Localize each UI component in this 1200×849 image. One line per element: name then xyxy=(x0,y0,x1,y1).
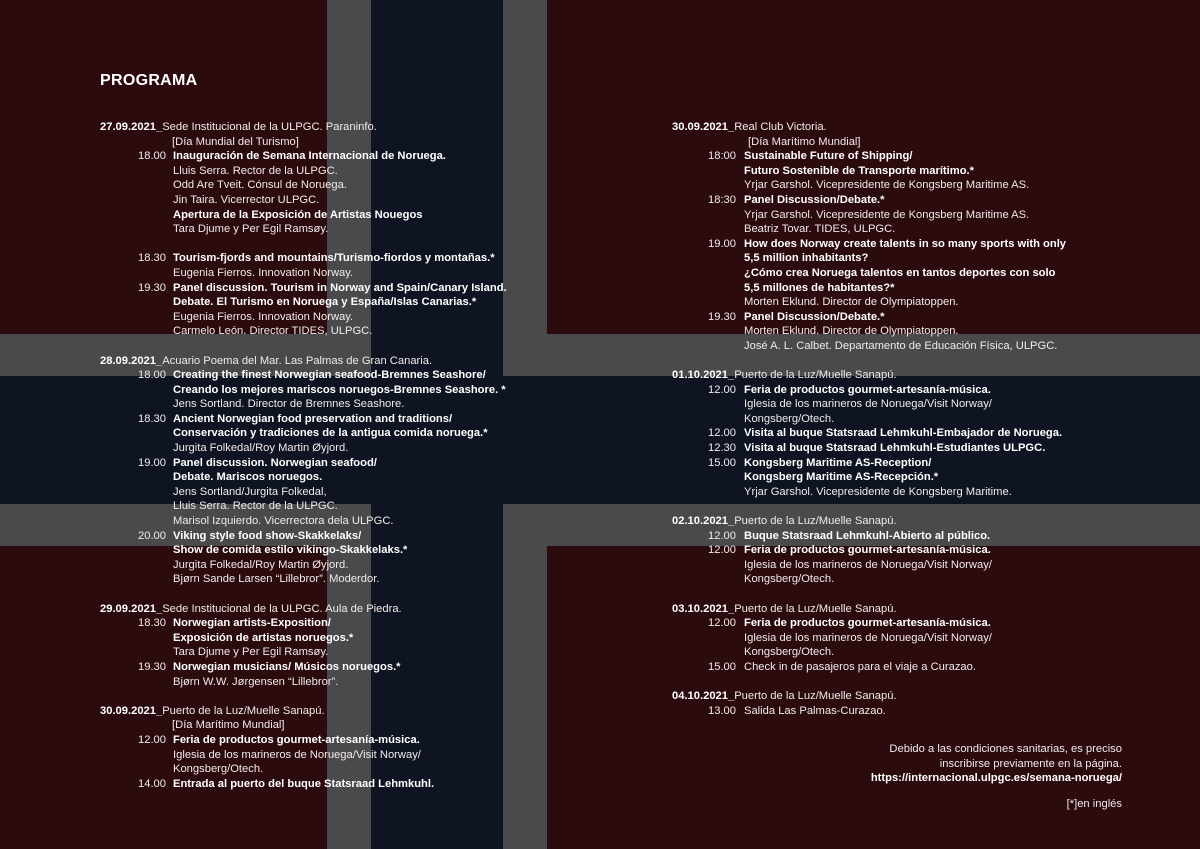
day-date: 30.09.2021_ xyxy=(100,704,163,717)
event-row xyxy=(672,441,1142,456)
event-details xyxy=(744,310,1142,354)
event-detail: Jurgita Folkedal/Roy Martin Øyjord. xyxy=(173,442,349,455)
event-title: Panel discussion. Tourism in Norway and Spain/Canary Island. xyxy=(173,281,507,294)
day-date: 27.09.2021_ xyxy=(100,121,163,133)
event-detail: Eugenia Fierros. Innovation Norway. xyxy=(173,310,354,323)
event-time: 18.30 xyxy=(138,412,166,425)
event-detail: Check in de pasajeros para el viaje a Curazao. xyxy=(744,660,976,673)
event-details xyxy=(744,543,1142,587)
registration-notice xyxy=(871,742,1122,786)
day-header xyxy=(100,704,570,719)
event-details xyxy=(173,733,570,777)
event-title: Entrada al puerto del buque Statsraad Lehmkuhl. xyxy=(173,777,435,790)
event-detail: Iglesia de los marineros de Noruega/Visit Norway/ xyxy=(173,748,421,761)
event-title: ¿Cómo crea Noruega talentos en tantos deportes con solo xyxy=(744,266,1056,279)
event-details xyxy=(744,149,1142,193)
program-day xyxy=(100,704,570,792)
event-details xyxy=(744,456,1142,500)
program-column-right xyxy=(672,120,1142,733)
event-title: Exposición de artistas noruegos.* xyxy=(173,631,354,644)
event-details xyxy=(744,660,1142,675)
event-title: Tourism-fjords and mountains/Turismo-fiordos y montañas.* xyxy=(173,252,495,265)
event-details xyxy=(173,660,570,689)
event-row xyxy=(672,543,1142,587)
day-date: 03.10.2021_ xyxy=(672,602,735,615)
event-time: 13.00 xyxy=(708,704,736,717)
notice-line: Debido a las condiciones sanitarias, es preciso xyxy=(889,743,1122,755)
event-detail: José A. L. Calbet. Departamento de Educación Física, ULPGC. xyxy=(744,339,1058,352)
event-details xyxy=(744,704,1142,719)
event-title: Inauguración de Semana Internacional de Noruega. xyxy=(173,150,446,163)
day-date: 28.09.2021_ xyxy=(100,354,163,367)
registration-link[interactable]: https://internacional.ulpgc.es/semana-noruega/ xyxy=(870,772,1122,785)
event-detail: Bjørn W.W. Jørgensen “Lillebror”. xyxy=(173,675,339,688)
event-detail: Marisol Izquierdo. Vicerrectora dela ULPGC. xyxy=(173,515,394,528)
event-details xyxy=(744,529,1142,544)
event-detail: Kongsberg/Otech. xyxy=(744,412,835,425)
event-title: How does Norway create talents in so many sports with only xyxy=(744,237,1067,250)
event-title: Viking style food show-Skakkelaks/ xyxy=(173,529,362,542)
event-time: 12.00 xyxy=(708,617,736,630)
event-title: Panel discussion. Norwegian seafood/ xyxy=(173,456,377,469)
event-detail: Lluis Serra. Rector de la ULPGC. xyxy=(173,500,338,513)
day-venue: Puerto de la Luz/Muelle Sanapú. xyxy=(734,602,897,615)
event-row xyxy=(100,660,570,689)
event-title: Buque Statsraad Lehmkuhl-Abierto al público. xyxy=(744,529,991,542)
program-day xyxy=(672,602,1142,675)
event-detail: Lluis Serra. Rector de la ULPGC. xyxy=(173,164,338,177)
event-title: Panel Discussion/Debate.* xyxy=(744,193,885,206)
event-row xyxy=(100,733,570,777)
event-details xyxy=(744,193,1142,237)
event-time: 19.00 xyxy=(138,456,166,469)
event-detail: Bjørn Sande Larsen “Lillebror”. Moderdor. xyxy=(173,573,380,586)
event-details xyxy=(173,777,570,792)
event-title: Feria de productos gourmet-artesanía-música. xyxy=(744,383,991,396)
event-detail: Yrjar Garshol. Vicepresidente de Kongsberg Maritime AS. xyxy=(744,208,1030,221)
event-details xyxy=(744,383,1142,427)
event-time: 20.00 xyxy=(138,529,166,542)
day-venue: Puerto de la Luz/Muelle Sanapú. xyxy=(162,704,325,717)
day-venue: Sede Institucional de la ULPGC. Aula de Piedra. xyxy=(162,602,402,615)
event-detail: Kongsberg/Otech. xyxy=(744,646,835,659)
event-details xyxy=(173,616,570,660)
day-header xyxy=(100,120,570,135)
event-details xyxy=(173,412,570,456)
event-time: 19.30 xyxy=(708,310,736,323)
program-day xyxy=(100,354,570,588)
event-time: 15.00 xyxy=(708,456,736,469)
event-row xyxy=(100,251,570,280)
event-title: Sustainable Future of Shipping/ xyxy=(744,150,913,163)
event-details xyxy=(173,456,570,529)
event-title: Feria de productos gourmet-artesanía-música. xyxy=(173,733,420,746)
event-title: Kongsberg Maritime AS-Recepción.* xyxy=(744,471,939,484)
event-title: Norwegian artists-Exposition/ xyxy=(173,617,331,630)
event-title: Kongsberg Maritime AS-Reception/ xyxy=(744,456,932,469)
event-title: Creating the finest Norwegian seafood-Bremnes Seashore/ xyxy=(173,369,486,382)
day-venue: Real Club Victoria. xyxy=(734,121,827,133)
program-day xyxy=(100,120,570,339)
event-time: 19.30 xyxy=(138,281,166,294)
event-title: Visita al buque Statsraad Lehmkuhl-Embajador de Noruega. xyxy=(744,427,1063,440)
event-details xyxy=(173,149,570,251)
event-detail: Jin Taira. Vicerrector ULPGC. xyxy=(173,193,320,206)
event-detail: Morten Eklund. Director de Olympiatoppen. xyxy=(744,296,959,309)
day-header xyxy=(672,689,1142,704)
event-time: 18:00 xyxy=(708,150,736,163)
day-date: 02.10.2021_ xyxy=(672,515,735,528)
event-title: Panel Discussion/Debate.* xyxy=(744,310,885,323)
event-detail: Beatriz Tovar. TIDES, ULPGC. xyxy=(744,223,896,236)
program-day xyxy=(672,120,1142,354)
event-title: Debate. El Turismo en Noruega y España/Islas Canarias.* xyxy=(173,296,477,309)
day-date: 04.10.2021_ xyxy=(672,690,735,703)
event-title: Creando los mejores mariscos noruegos-Bremnes Seashore. * xyxy=(173,383,506,396)
event-details xyxy=(744,237,1142,310)
event-detail: Jurgita Folkedal/Roy Martin Øyjord. xyxy=(173,558,349,571)
day-note: [Día Mundial del Turismo] xyxy=(172,135,299,148)
day-header xyxy=(672,602,1142,617)
event-detail: Kongsberg/Otech. xyxy=(173,763,264,776)
program-day xyxy=(100,602,570,690)
day-venue: Puerto de la Luz/Muelle Sanapú. xyxy=(734,690,897,703)
event-title: Visita al buque Statsraad Lehmkuhl-Estudiantes ULPGC. xyxy=(744,442,1046,455)
event-row xyxy=(100,777,570,792)
event-row xyxy=(100,529,570,587)
event-row xyxy=(672,456,1142,500)
day-note: [Día Marítimo Mundial] xyxy=(748,135,861,148)
event-details xyxy=(173,529,570,587)
program-day xyxy=(672,514,1142,587)
event-detail: Jens Sortland. Director de Bremnes Seashore. xyxy=(173,398,405,411)
event-details xyxy=(744,426,1142,441)
event-detail: Iglesia de los marineros de Noruega/Visit Norway/ xyxy=(744,398,992,411)
day-header xyxy=(672,514,1142,529)
event-time: 12.00 xyxy=(708,383,736,396)
event-time: 19.00 xyxy=(708,237,736,250)
day-header xyxy=(672,368,1142,383)
event-detail: Yrjar Garshol. Vicepresidente de Kongsberg Maritime AS. xyxy=(744,179,1030,192)
event-detail: Tara Djume y Per Egil Ramsøy. xyxy=(173,223,329,236)
event-row xyxy=(672,193,1142,237)
day-header xyxy=(100,354,570,369)
program-day xyxy=(672,689,1142,718)
event-detail: Iglesia de los marineros de Noruega/Visit Norway/ xyxy=(744,631,992,644)
event-title: 5,5 millones de habitantes?* xyxy=(744,281,895,294)
event-time: 19.30 xyxy=(138,660,166,673)
event-time: 18.00 xyxy=(138,369,166,382)
event-title: Feria de productos gourmet-artesanía-música. xyxy=(744,544,991,557)
day-venue: Sede Institucional de la ULPGC. Paraninfo. xyxy=(162,121,377,133)
event-details xyxy=(744,441,1142,456)
program-column-left xyxy=(100,120,570,806)
event-row xyxy=(672,704,1142,719)
event-detail: Jens Sortland/Jurgita Folkedal, xyxy=(173,485,327,498)
day-header xyxy=(100,602,570,617)
event-title: Debate. Mariscos noruegos. xyxy=(173,471,323,484)
event-time: 12.00 xyxy=(708,427,736,440)
event-row xyxy=(100,368,570,412)
event-time: 12.00 xyxy=(708,544,736,557)
day-note: [Día Marítimo Mundial] xyxy=(172,719,285,732)
event-time: 12.00 xyxy=(138,733,166,746)
event-row xyxy=(672,310,1142,354)
event-row xyxy=(672,149,1142,193)
day-date: 30.09.2021_ xyxy=(672,121,735,133)
event-row xyxy=(100,149,570,251)
event-time: 18:30 xyxy=(708,193,736,206)
event-time: 18.30 xyxy=(138,617,166,630)
event-title: Futuro Sostenible de Transporte marítimo.* xyxy=(744,164,974,177)
event-title: Ancient Norwegian food preservation and traditions/ xyxy=(173,412,453,425)
day-venue: Puerto de la Luz/Muelle Sanapú. xyxy=(734,369,897,382)
event-time: 12.00 xyxy=(708,529,736,542)
program-day xyxy=(672,368,1142,499)
event-detail: Carmelo León. Director TIDES, ULPGC. xyxy=(173,325,373,338)
event-title: Feria de productos gourmet-artesanía-música. xyxy=(744,617,991,630)
page-title: PROGRAMA xyxy=(100,72,198,89)
day-date: 29.09.2021_ xyxy=(100,602,163,615)
event-row xyxy=(100,281,570,339)
event-row xyxy=(672,237,1142,310)
day-venue: Acuario Poema del Mar. Las Palmas de Gran Canaria. xyxy=(162,354,433,367)
event-time: 18.00 xyxy=(138,150,166,163)
event-row xyxy=(672,383,1142,427)
event-spacer xyxy=(173,237,570,252)
event-details xyxy=(173,281,570,339)
event-details xyxy=(744,616,1142,660)
event-detail: Yrjar Garshol. Vicepresidente de Kongsberg Maritime. xyxy=(744,485,1012,498)
event-row xyxy=(672,660,1142,675)
event-row xyxy=(672,616,1142,660)
day-header xyxy=(672,120,1142,135)
event-detail: Kongsberg/Otech. xyxy=(744,573,835,586)
event-title: Show de comida estilo vikingo-Skakkelaks.* xyxy=(173,544,408,557)
event-detail: Salida Las Palmas-Curazao. xyxy=(744,704,886,717)
event-detail: Odd Are Tveit. Cónsul de Noruega. xyxy=(173,179,347,192)
notice-line: inscribirse previamente en la página. xyxy=(939,757,1122,770)
event-time: 12.30 xyxy=(708,442,736,455)
event-detail: Tara Djume y Per Egil Ramsøy. xyxy=(173,646,329,659)
event-title: Apertura de la Exposición de Artistas Nouegos xyxy=(173,208,423,221)
event-title: Norwegian musicians/ Músicos noruegos.* xyxy=(173,660,401,673)
event-time: 14.00 xyxy=(138,777,166,790)
day-venue: Puerto de la Luz/Muelle Sanapú. xyxy=(734,515,897,528)
event-details xyxy=(173,251,570,280)
event-row xyxy=(100,456,570,529)
event-title: 5,5 million inhabitants? xyxy=(744,252,869,265)
event-detail: Iglesia de los marineros de Noruega/Visit Norway/ xyxy=(744,558,992,571)
event-details xyxy=(173,368,570,412)
event-detail: Morten Eklund. Director de Olympiatoppen. xyxy=(744,325,959,338)
event-title: Conservación y tradiciones de la antigua comida noruega.* xyxy=(173,427,488,440)
event-time: 15.00 xyxy=(708,660,736,673)
event-row xyxy=(100,412,570,456)
event-row xyxy=(672,426,1142,441)
event-detail: Eugenia Fierros. Innovation Norway. xyxy=(173,266,354,279)
event-row xyxy=(100,616,570,660)
english-footnote: [*]en inglés xyxy=(1066,798,1122,810)
event-row xyxy=(672,529,1142,544)
event-time: 18.30 xyxy=(138,252,166,265)
day-date: 01.10.2021_ xyxy=(672,369,735,382)
